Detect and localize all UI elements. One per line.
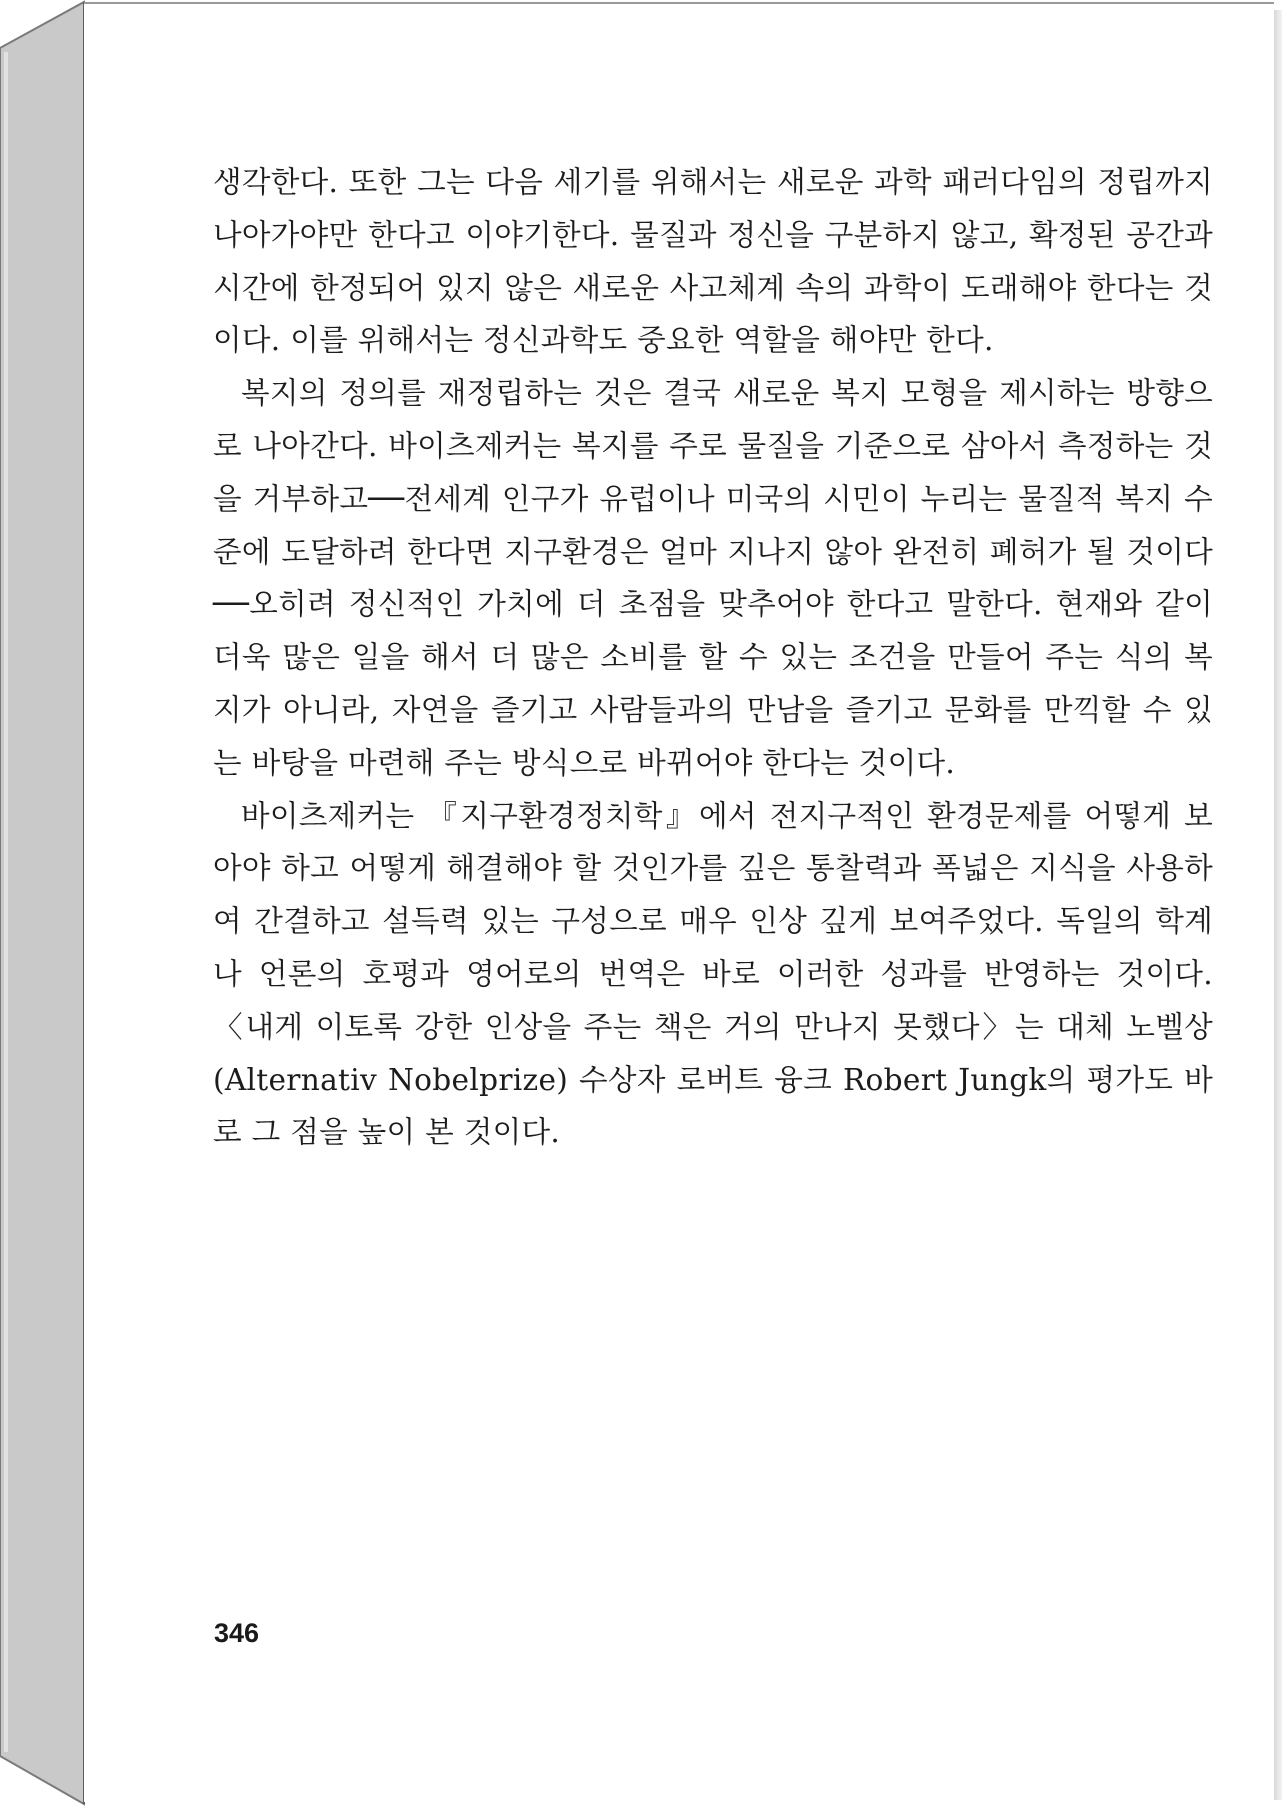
page-number: 346 (214, 1618, 260, 1648)
paragraph-2: 복지의 정의를 재정립하는 것은 결국 새로운 복지 모형을 제시하는 방향으로 나아간다. 바이츠제커는 복지를 주로 물질을 기준으로 삼아서 측정하는 것을 거부하고──전세계 인구가 유럽이나 미국의 시민이 누리는 물질적 복지 수준에 도달하려 한다면 지구환경은 얼마 지나지 않아 완전히 폐허가 될 것이다──오히려 정신적인 가치에 더 초점을 맞추어야 한다고 말한다. 현재와 같이 더욱 많은 일을 해서 더 많은 소비를 할 수 있는 조건을 만들어 주는 식의 복지가 아니라, 자연을 즐기고 사람들과의 만남을 즐기고 문화를 만끽할 수 있는 바탕을 마련해 주는 방식으로 바뀌어야 한다는 것이다. (213, 376, 1213, 780)
paragraph-3: 바이츠제커는 『지구환경정치학』에서 전지구적인 환경문제를 어떻게 보아야 하고 어떻게 해결해야 할 것인가를 깊은 통찰력과 폭넓은 지식을 사용하여 간결하고 설득력 있는 구성으로 매우 인상 깊게 보여주었다. 독일의 학계나 언론의 호평과 영어로의 번역은 바로 이러한 성과를 반영하는 것이다. 〈내게 이토록 강한 인상을 주는 책은 거의 만나지 못했다〉는 대체 노벨상(Alternativ Nobelprize) 수상자 로버트 융크 Robert Jungk의 평가도 바로 그 점을 높이 본 것이다. (213, 798, 1213, 1150)
spine-face (0, 2, 84, 1804)
body-text (213, 156, 1213, 1159)
book-page (84, 2, 1274, 1802)
paragraph-1: 생각한다. 또한 그는 다음 세기를 위해서는 새로운 과학 패러다임의 정립까지 나아가야만 한다고 이야기한다. 물질과 정신을 구분하지 않고, 확정된 공간과 시간에 한정되어 있지 않은 새로운 사고체계 속의 과학이 도래해야 한다는 것이다. 이를 위해서는 정신과학도 중요한 역할을 해야만 한다. (213, 165, 1213, 358)
